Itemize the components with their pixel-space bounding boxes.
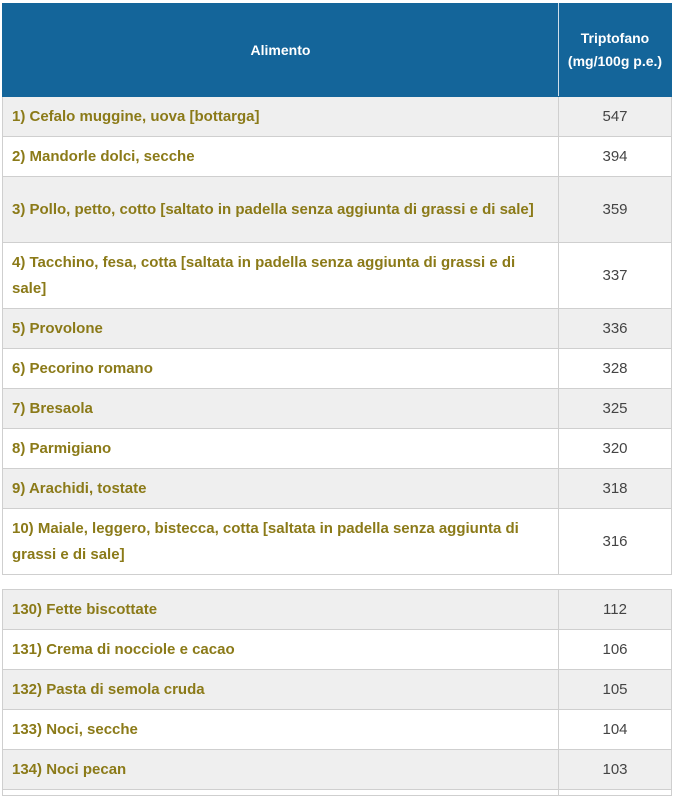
table-row-partial (3, 790, 672, 796)
tryptophan-value-cell: 325 (559, 389, 672, 429)
top-nutrient-table (2, 3, 672, 575)
food-name-cell: 131) Crema di nocciole e cacao (3, 630, 559, 670)
food-name-cell: 2) Mandorle dolci, secche (3, 137, 559, 177)
tryptophan-value-cell: 394 (559, 137, 672, 177)
table-row (3, 349, 672, 389)
tryptophan-value-cell: 105 (559, 670, 672, 710)
partial-cell (559, 790, 672, 796)
tryptophan-value-cell: 103 (559, 750, 672, 790)
food-name-cell: 130) Fette biscottate (3, 590, 559, 630)
food-name-cell: 3) Pollo, petto, cotto [saltato in padella senza aggiunta di grassi e di sale] (3, 177, 559, 243)
food-name-cell: 9) Arachidi, tostate (3, 469, 559, 509)
tryptophan-value-cell: 328 (559, 349, 672, 389)
tryptophan-value-cell: 547 (559, 97, 672, 137)
food-name-cell: 133) Noci, secche (3, 710, 559, 750)
table-row (3, 590, 672, 630)
table-row (3, 243, 672, 309)
food-name-cell: 10) Maiale, leggero, bistecca, cotta [saltata in padella senza aggiunta di grassi e di sale] (3, 509, 559, 575)
table-row (3, 137, 672, 177)
tryptophan-value-cell: 316 (559, 509, 672, 575)
food-name-cell: 134) Noci pecan (3, 750, 559, 790)
food-name-cell: 5) Provolone (3, 309, 559, 349)
column-header-tryptophan: Triptofano (mg/100g p.e.) (559, 4, 672, 97)
tryptophan-value-cell: 104 (559, 710, 672, 750)
food-name-cell: 8) Parmigiano (3, 429, 559, 469)
tryptophan-value-cell: 318 (559, 469, 672, 509)
table-row (3, 429, 672, 469)
column-header-food: Alimento (3, 4, 559, 97)
food-name-cell: 6) Pecorino romano (3, 349, 559, 389)
food-name-cell: 7) Bresaola (3, 389, 559, 429)
bottom-nutrient-table (2, 589, 672, 796)
table-row (3, 509, 672, 575)
tryptophan-value-cell: 320 (559, 429, 672, 469)
food-name-cell: 1) Cefalo muggine, uova [bottarga] (3, 97, 559, 137)
table-row (3, 389, 672, 429)
tryptophan-value-cell: 359 (559, 177, 672, 243)
table-header-row (3, 4, 672, 97)
tryptophan-value-cell: 106 (559, 630, 672, 670)
table-row (3, 630, 672, 670)
table-row (3, 97, 672, 137)
food-name-cell: 4) Tacchino, fesa, cotta [saltata in padella senza aggiunta di grassi e di sale] (3, 243, 559, 309)
table-row (3, 177, 672, 243)
tryptophan-value-cell: 336 (559, 309, 672, 349)
table-row (3, 309, 672, 349)
table-row (3, 469, 672, 509)
partial-cell (3, 790, 559, 796)
food-name-cell: 132) Pasta di semola cruda (3, 670, 559, 710)
table-row (3, 670, 672, 710)
table-row (3, 710, 672, 750)
table-row (3, 750, 672, 790)
tryptophan-value-cell: 337 (559, 243, 672, 309)
tryptophan-value-cell: 112 (559, 590, 672, 630)
